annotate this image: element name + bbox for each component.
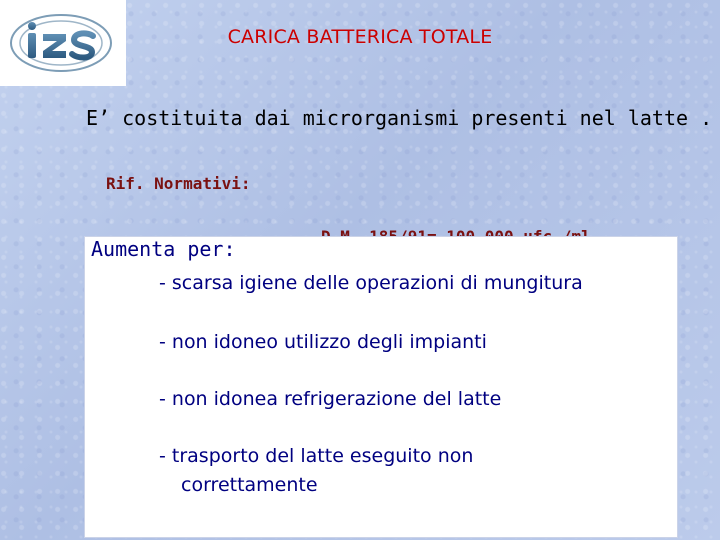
reference-label: Rif. Normativi: bbox=[106, 174, 251, 193]
cause-item bbox=[159, 442, 473, 500]
cause-text: - trasporto del latte eseguito non bbox=[159, 445, 474, 467]
cause-text: - non idonea refrigerazione del latte bbox=[159, 388, 502, 410]
page-title: CARICA BATTERICA TOTALE bbox=[227, 26, 493, 48]
cause-text: - non idoneo utilizzo degli impianti bbox=[159, 331, 487, 353]
cause-item bbox=[159, 269, 583, 298]
cause-item bbox=[159, 385, 501, 414]
causes-box bbox=[84, 236, 678, 538]
subtitle: E’ costituita dai microrganismi presenti nel latte . bbox=[86, 106, 713, 130]
cause-item bbox=[159, 328, 487, 357]
cause-text-continuation: correttamente bbox=[181, 474, 318, 496]
causes-heading: Aumenta per: bbox=[91, 237, 236, 261]
cause-text: - scarsa igiene delle operazioni di mungitura bbox=[159, 272, 583, 294]
